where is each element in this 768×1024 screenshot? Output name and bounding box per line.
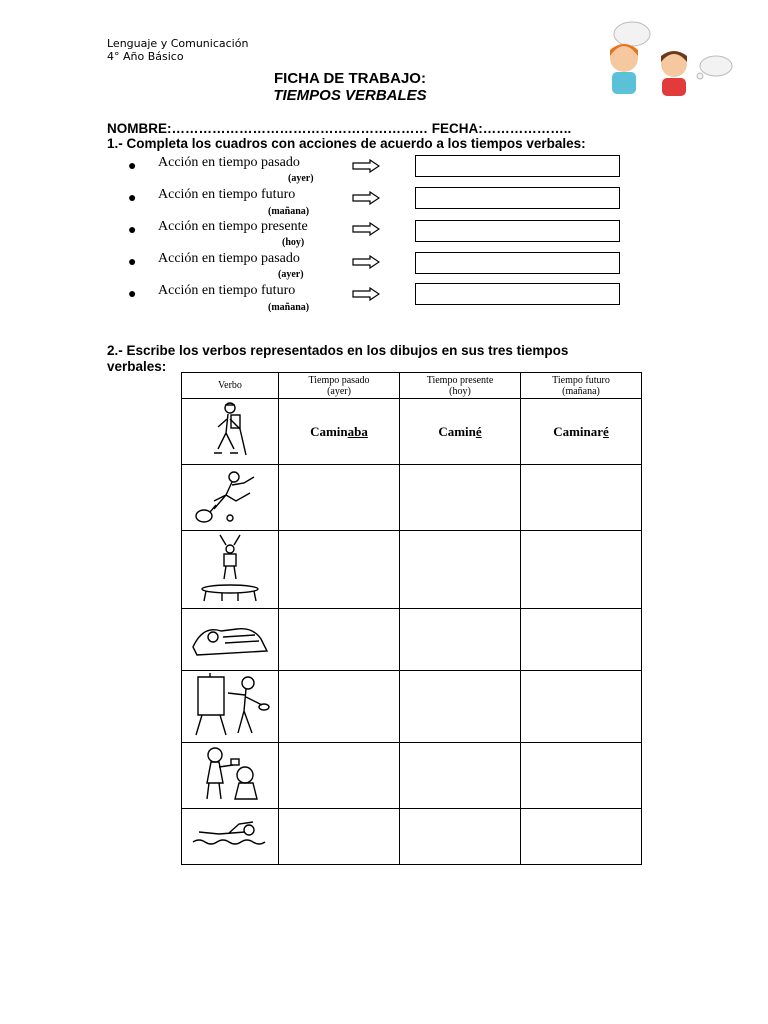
section2-instruction: 2.- Escribe los verbos representados en los dibujos en sus tres tiempos bbox=[107, 343, 569, 358]
action-sublabel: (mañana) bbox=[268, 206, 310, 217]
answer-cell[interactable] bbox=[279, 609, 400, 671]
answer-cell[interactable] bbox=[521, 809, 642, 865]
header-presente: Tiempo presente (hoy) bbox=[400, 373, 521, 399]
table-row bbox=[182, 465, 642, 531]
action-sublabel: (ayer) bbox=[278, 269, 304, 280]
answer-box[interactable] bbox=[415, 155, 620, 177]
children-brushing-hair-icon bbox=[182, 743, 279, 809]
bullet-icon: ● bbox=[128, 285, 137, 301]
header-pasado: Tiempo pasado (ayer) bbox=[279, 373, 400, 399]
action-label: Acción en tiempo futuro bbox=[158, 283, 296, 298]
painter-icon bbox=[182, 671, 279, 743]
hiker-icon bbox=[182, 399, 279, 465]
table-header-row bbox=[182, 373, 642, 399]
sleeping-person-icon bbox=[182, 609, 279, 671]
answer-cell[interactable] bbox=[400, 531, 521, 609]
action-label: Acción en tiempo pasado bbox=[158, 251, 300, 266]
bullet-icon: ● bbox=[128, 253, 137, 269]
example-pasado: Caminaba bbox=[279, 399, 400, 465]
worksheet-title: FICHA DE TRABAJO: bbox=[274, 70, 426, 87]
table-row bbox=[182, 809, 642, 865]
grade-label: 4° Año Básico bbox=[107, 50, 184, 63]
header-futuro: Tiempo futuro (mañana) bbox=[521, 373, 642, 399]
answer-cell[interactable] bbox=[400, 465, 521, 531]
table-row bbox=[182, 531, 642, 609]
name-date-line: NOMBRE:………………………………………………… FECHA:……………….. bbox=[107, 121, 572, 136]
answer-box[interactable] bbox=[415, 283, 620, 305]
verbs-table bbox=[181, 372, 642, 865]
tennis-player-icon bbox=[182, 465, 279, 531]
section1-instruction: 1.- Completa los cuadros con acciones de acuerdo a los tiempos verbales: bbox=[107, 136, 586, 151]
header-verbo: Verbo bbox=[182, 373, 279, 399]
table-row bbox=[182, 743, 642, 809]
bullet-icon: ● bbox=[128, 189, 137, 205]
answer-cell[interactable] bbox=[521, 743, 642, 809]
answer-cell[interactable] bbox=[521, 671, 642, 743]
arrow-right-icon bbox=[352, 222, 380, 236]
answer-box[interactable] bbox=[415, 187, 620, 209]
answer-cell[interactable] bbox=[521, 531, 642, 609]
arrow-right-icon bbox=[352, 191, 380, 205]
answer-cell[interactable] bbox=[279, 743, 400, 809]
arrow-right-icon bbox=[352, 287, 380, 301]
answer-cell[interactable] bbox=[279, 531, 400, 609]
table-row bbox=[182, 671, 642, 743]
action-label: Acción en tiempo futuro bbox=[158, 187, 296, 202]
answer-cell[interactable] bbox=[400, 671, 521, 743]
answer-cell[interactable] bbox=[279, 671, 400, 743]
table-row bbox=[182, 609, 642, 671]
action-label: Acción en tiempo presente bbox=[158, 219, 308, 234]
example-presente: Caminé bbox=[400, 399, 521, 465]
action-sublabel: (mañana) bbox=[268, 302, 310, 313]
bullet-icon: ● bbox=[128, 157, 137, 173]
swimmer-icon bbox=[182, 809, 279, 865]
answer-cell[interactable] bbox=[279, 809, 400, 865]
answer-cell[interactable] bbox=[279, 465, 400, 531]
table-row bbox=[182, 399, 642, 465]
answer-cell[interactable] bbox=[521, 609, 642, 671]
action-label: Acción en tiempo pasado bbox=[158, 155, 300, 170]
answer-box[interactable] bbox=[415, 220, 620, 242]
answer-box[interactable] bbox=[415, 252, 620, 274]
example-futuro: Caminaré bbox=[521, 399, 642, 465]
worksheet-subtitle: TIEMPOS VERBALES bbox=[273, 87, 427, 104]
bullet-icon: ● bbox=[128, 221, 137, 237]
trampoline-jumper-icon bbox=[182, 531, 279, 609]
answer-cell[interactable] bbox=[521, 465, 642, 531]
answer-cell[interactable] bbox=[400, 809, 521, 865]
action-sublabel: (hoy) bbox=[282, 237, 305, 248]
answer-cell[interactable] bbox=[400, 743, 521, 809]
subject-label: Lenguaje y Comunicación bbox=[107, 37, 249, 50]
answer-cell[interactable] bbox=[400, 609, 521, 671]
arrow-right-icon bbox=[352, 159, 380, 173]
arrow-right-icon bbox=[352, 255, 380, 269]
action-sublabel: (ayer) bbox=[288, 173, 314, 184]
section2-instruction-cont: verbales: bbox=[107, 359, 167, 374]
